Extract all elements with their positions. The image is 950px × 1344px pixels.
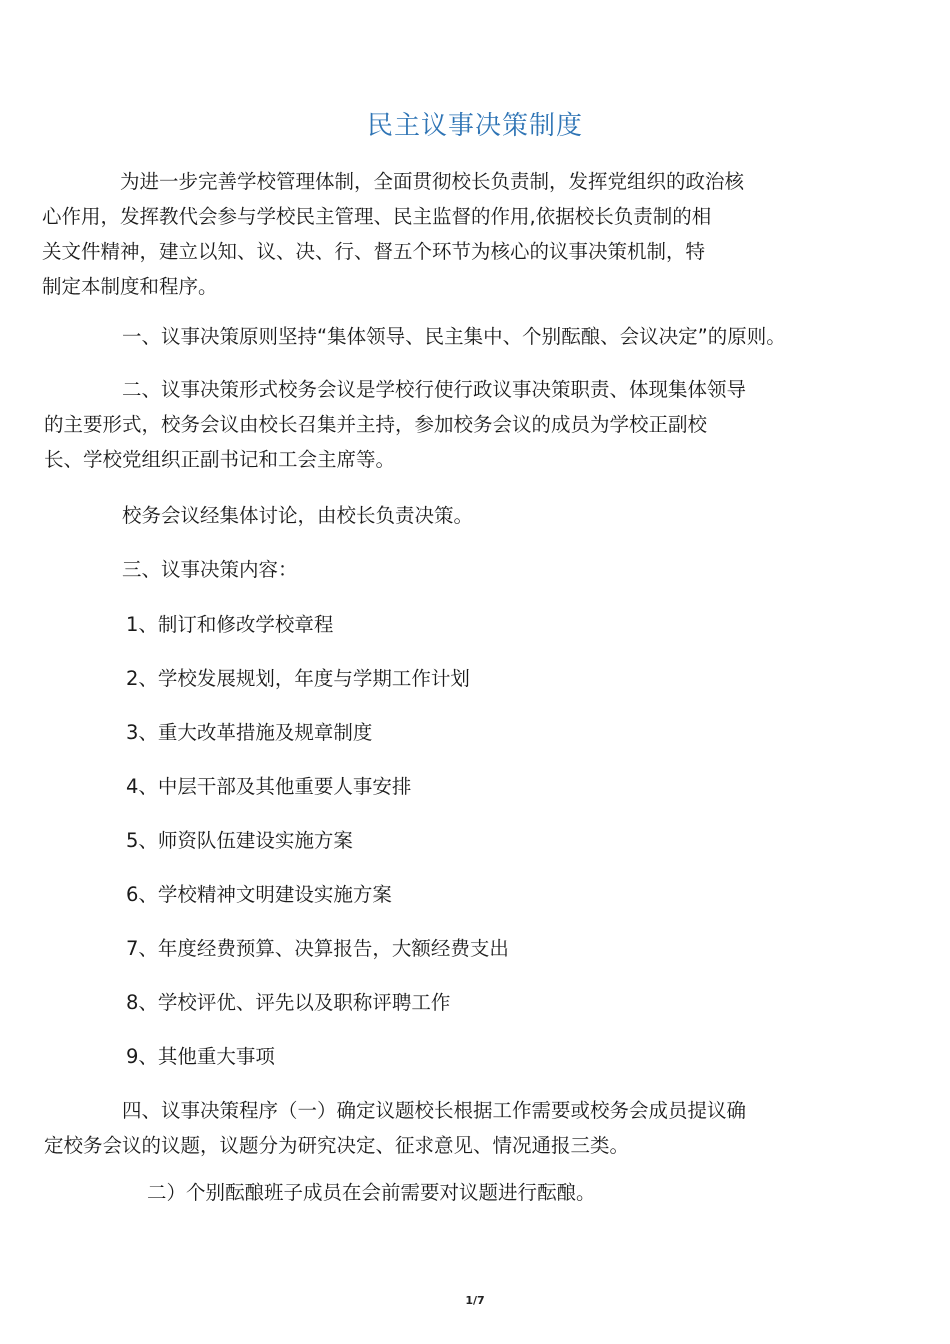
list-item: 5、师资队伍建设实施方案	[126, 829, 353, 852]
list-item: 8、学校评优、评先以及职称评聘工作	[126, 991, 451, 1014]
section-3-heading	[83, 552, 853, 587]
intro-line: 心作用，发挥教代会参与学校民主管理、民主监督的作用,依据校长负责制的相	[42, 205, 712, 228]
page-number: 1/7	[465, 1294, 485, 1307]
section-2-paragraph	[44, 372, 853, 477]
section-2-line: 长、学校党组织正副书记和工会主席等。	[44, 448, 396, 471]
list-item: 7、年度经费预算、决算报告，大额经费支出	[126, 937, 509, 960]
intro-paragraph	[42, 164, 851, 304]
list-item: 6、学校精神文明建设实施方案	[126, 883, 392, 906]
section-1-paragraph	[83, 319, 853, 354]
intro-line: 为进一步完善学校管理体制，全面贯彻校长负责制，发挥党组织的政治核	[120, 170, 745, 193]
section-2-note-text: 校务会议经集体讨论，由校长负责决策。	[122, 504, 474, 527]
intro-line: 关文件精神，建立以知、议、决、行、督五个环节为核心的议事决策机制，特	[42, 240, 706, 263]
section-4-sub2-text: 二）个别酝酿班子成员在会前需要对议题进行酝酿。	[147, 1181, 596, 1204]
section-4-line: 四、议事决策程序（一）确定议题校长根据工作需要或校务会成员提议确	[122, 1099, 747, 1122]
section-3-heading-text: 三、议事决策内容：	[122, 558, 298, 581]
section-2-line: 二、议事决策形式校务会议是学校行使行政议事决策职责、体现集体领导	[122, 378, 747, 401]
section-2-line: 的主要形式，校务会议由校长召集并主持，参加校务会议的成员为学校正副校	[44, 413, 708, 436]
section-4-line: 定校务会议的议题，议题分为研究决定、征求意见、情况通报三类。	[44, 1134, 630, 1157]
section-4-sub2	[83, 1175, 853, 1210]
list-item: 1、制订和修改学校章程	[126, 613, 334, 636]
list-item: 2、学校发展规划，年度与学期工作计划	[126, 667, 470, 690]
list-item: 3、重大改革措施及规章制度	[126, 721, 373, 744]
section-4-paragraph	[44, 1093, 853, 1163]
section-2-note	[83, 498, 853, 533]
intro-line: 制定本制度和程序。	[42, 275, 218, 298]
list-item: 9、其他重大事项	[126, 1045, 275, 1068]
document-title: 民主议事决策制度	[366, 111, 583, 141]
list-item: 4、中层干部及其他重要人事安排	[126, 775, 412, 798]
section-1-text: 一、议事决策原则坚持“集体领导、民主集中、个别酝酿、会议决定”的原则。	[122, 325, 786, 348]
